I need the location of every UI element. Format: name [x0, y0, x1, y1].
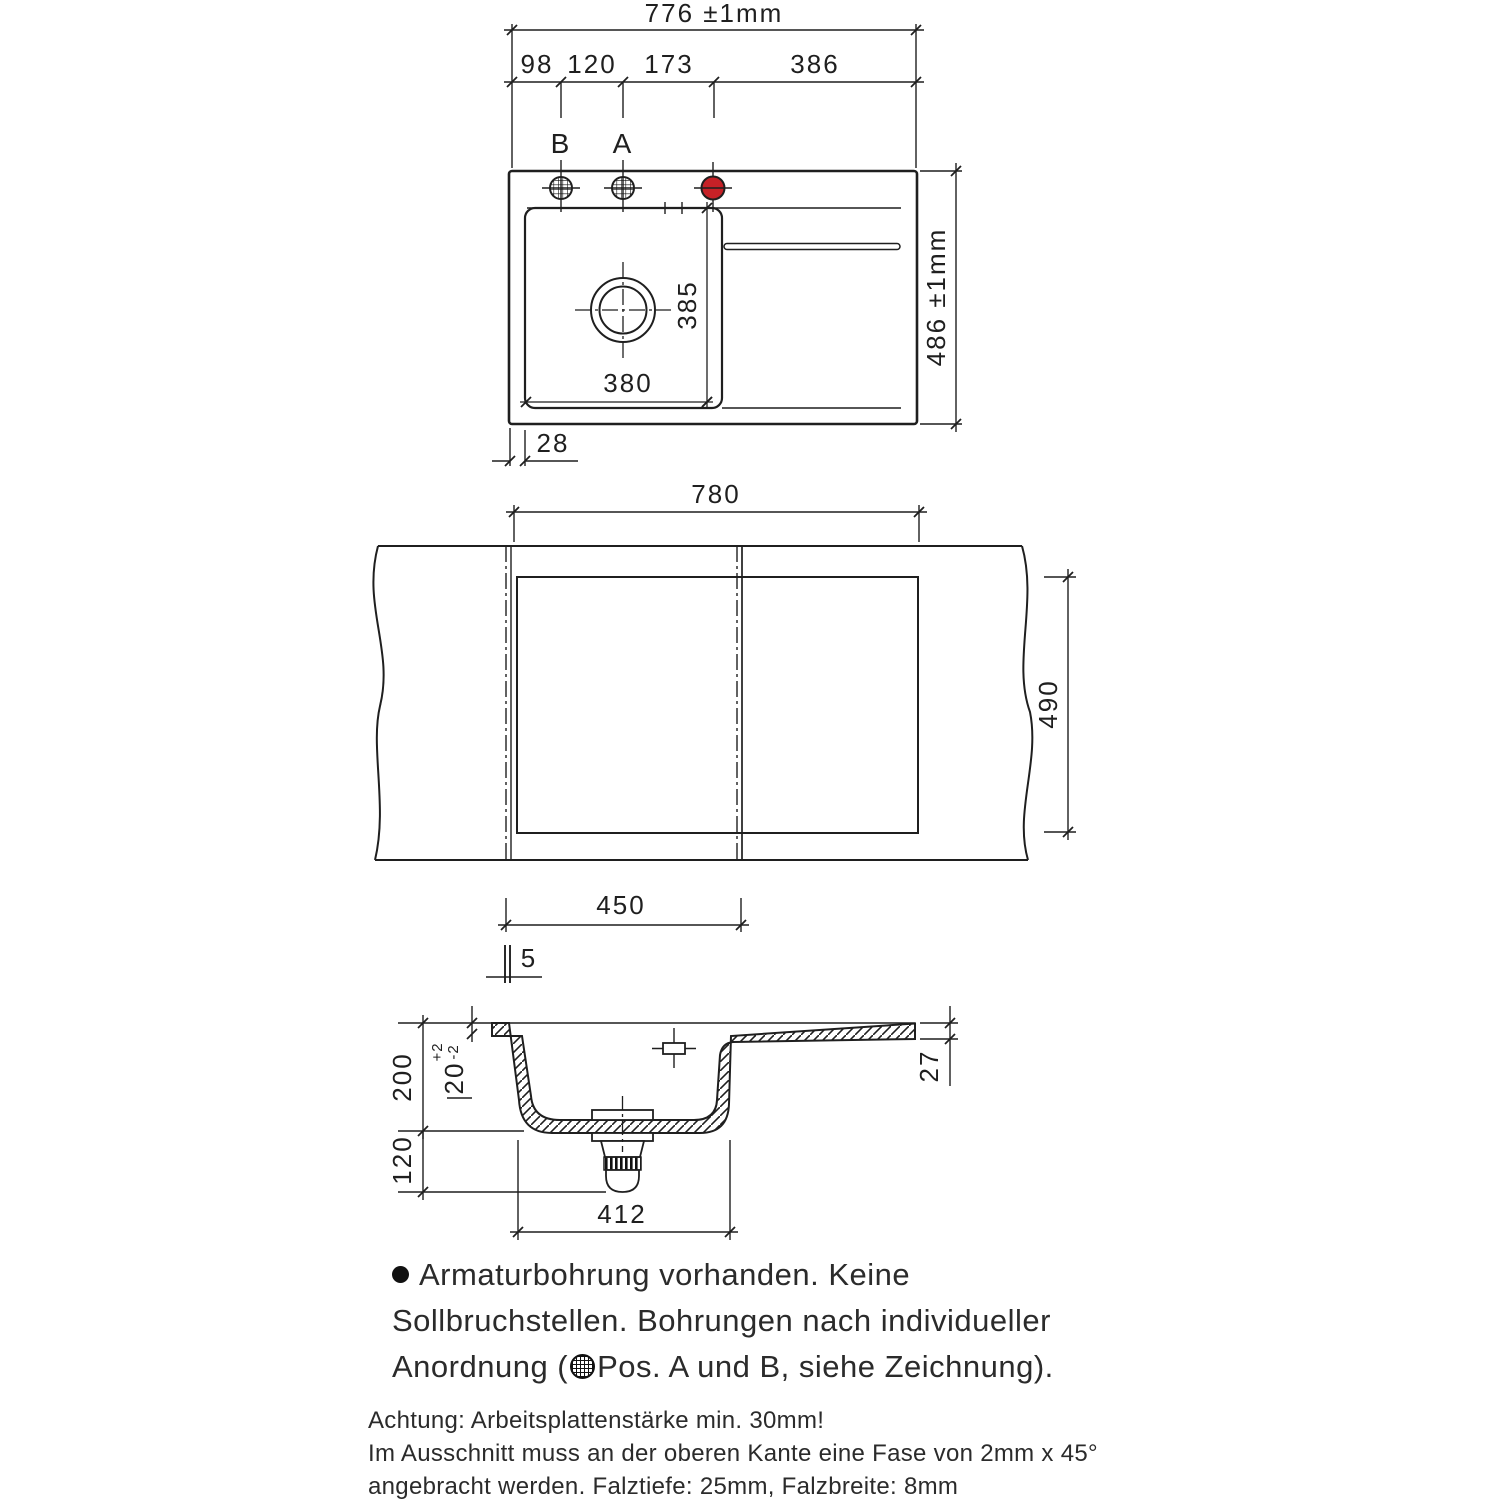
filled-circle-icon: [392, 1266, 409, 1283]
dim-label-98: 98: [520, 49, 554, 79]
dim-label-450: 450: [596, 890, 646, 920]
dim-bowl-depth: [702, 202, 712, 408]
drainboard-groove: [724, 244, 900, 250]
fine-print-line-2: Im Ausschnitt muss an der oberen Kante eine Fase von 2mm x 45°: [368, 1440, 1098, 1467]
note-line-3-prefix: Anordnung (: [392, 1349, 569, 1384]
fine-print-line-3: angebracht werden. Falztiefe: 25mm, Falzbreite: 8mm: [368, 1473, 959, 1500]
section-profile: [492, 1023, 915, 1133]
note-line-3-suffix: Pos. A und B, siehe Zeichnung).: [597, 1349, 1054, 1384]
drain-opening: [575, 262, 671, 358]
dim-label-20: 20: [439, 1061, 469, 1095]
tap-hole-a: [604, 160, 642, 212]
dim-label-780: 780: [691, 479, 741, 509]
dim-drain-height: [398, 1131, 606, 1200]
dim-cutout-width: [506, 505, 927, 542]
drain-assembly: [592, 1096, 653, 1192]
dim-label-486: 486 ±1mm: [921, 227, 951, 367]
cutout-rect: [517, 577, 918, 833]
tap-hole-existing-red: [694, 162, 732, 212]
dim-label-200: 200: [387, 1052, 417, 1102]
section-view: [398, 1006, 958, 1240]
fine-print-line-1: Achtung: Arbeitsplattenstärke min. 30mm!: [368, 1407, 825, 1434]
dim-label-27: 27: [914, 1049, 944, 1083]
dim-label-28: 28: [536, 428, 570, 458]
dim-label-120: 120: [567, 49, 617, 79]
overflow-marker: [652, 1028, 696, 1068]
dim-label-173: 173: [644, 49, 694, 79]
fine-print-block: [368, 1404, 1168, 1500]
dim-hole-offsets: [504, 77, 924, 118]
dim-label-386: 386: [790, 49, 840, 79]
note-line-1-text: Armaturbohrung vorhanden. Keine: [419, 1257, 911, 1292]
dim-label-490: 490: [1033, 679, 1063, 729]
note-line-1: [392, 1252, 1172, 1298]
note-line-2: [392, 1298, 1172, 1344]
tap-hole-b: [542, 160, 580, 212]
dim-label-412: 412: [597, 1199, 647, 1229]
note-line-3: [392, 1344, 1172, 1390]
dim-label-20-tol-plus: +2: [429, 1042, 446, 1062]
hole-label-a: A: [612, 128, 634, 159]
notes-block: [392, 1252, 1172, 1390]
countertop-band: [373, 546, 1032, 860]
cutout-view: [373, 505, 1076, 983]
hatched-circle-icon: [570, 1354, 595, 1379]
dim-label-385: 385: [672, 280, 702, 330]
dim-label-20-tol-minus: -2: [445, 1044, 462, 1060]
dim-label-120: 120: [387, 1135, 417, 1185]
dim-label-overall-width: 776 ±1mm: [644, 0, 784, 28]
dim-label-380: 380: [603, 368, 653, 398]
dim-bowl-width: [520, 397, 713, 407]
note-line-2-text: Sollbruchstellen. Bohrungen nach individueller: [392, 1303, 1051, 1338]
top-view: [492, 24, 962, 466]
hole-label-b: B: [550, 128, 572, 159]
dim-label-5: 5: [520, 943, 538, 973]
